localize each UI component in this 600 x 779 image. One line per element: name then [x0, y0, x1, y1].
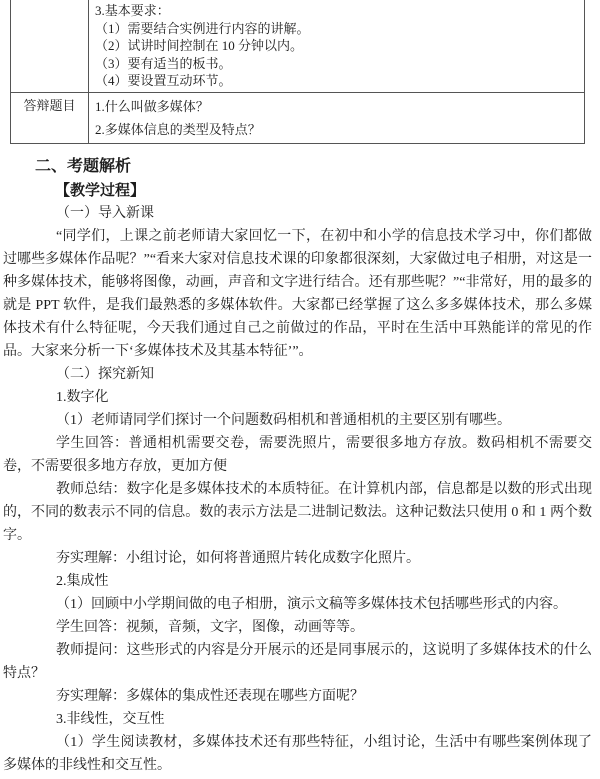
paragraph: 夯实理解：小组讨论，如何将普通照片转化成数字化照片。: [56, 550, 420, 566]
defense-question: 2.多媒体信息的类型及特点？: [95, 121, 261, 137]
defense-question: 1.什么叫做多媒体？: [95, 98, 209, 114]
paragraph: （1）学生阅读教材，多媒体技术还有那些特征，小组讨论，生活中有哪些案例体现了多媒体的非线性和交互性。: [3, 734, 592, 773]
paragraph: 教师总结：数字化是多媒体技术的本质特征。在计算机内部，信息都是以数的形式出现的，不同的数表示不同的信息。数的表示方法是二进制记数法。这种记数法只使用 0 和 1 两个数字。: [3, 481, 592, 543]
requirement-line: （3）要有适当的板书。: [95, 55, 232, 71]
question-info-table: [10, 0, 585, 144]
defense-row-label: 答辩题目: [11, 92, 89, 143]
requirement-line: （2）试讲时间控制在 10 分钟以内。: [95, 38, 304, 53]
paragraph: “同学们，上课之前老师请大家回忆一下，在初中和小学的信息技术学习中，你们都做过哪些多媒体作品呢？”“看来大家对信息技术课的印象都很深刻，大家做过电子相册，对这是一种多媒体技术，能够将图像，动画，声音和文字进行结合。还有那些呢？”“非常好，用的最多的就是 PPT 软件，是我们最熟悉的多媒体软件。大家都已经掌握了这么多多媒体技术，那么多媒体技术有什么特征呢，今天我们通过自己之前做过的作品，平时在生活中耳熟能详的常见的作品。大家来分析一下‘多媒体技术及其基本特征’”。: [3, 228, 592, 359]
paragraph: 2.集成性: [56, 573, 109, 589]
requirements-row-label-cell: [11, 0, 89, 92]
paragraph: 1.数字化: [56, 389, 109, 405]
teaching-process-subheading: 【教学过程】: [55, 181, 146, 199]
requirement-line: （1）需要结合实例进行内容的讲解。: [95, 20, 310, 36]
paragraph: 学生回答：视频，音频，文字，图像，动画等等。: [56, 619, 364, 635]
paragraph: 3.非线性，交互性: [56, 711, 165, 727]
exam-analysis-section: [0, 157, 600, 777]
requirement-line: （4）要设置互动环节。: [95, 73, 232, 88]
requirements-cell: [89, 0, 585, 92]
paragraph: 教师提问：这些形式的内容是分开展示的还是同事展示的，这说明了多媒体技术的什么特点？: [3, 642, 592, 681]
requirement-line: 3.基本要求：: [95, 3, 170, 18]
paragraph: （1）回顾中小学期间做的电子相册，演示文稿等多媒体技术包括哪些形式的内容。: [56, 596, 567, 612]
paragraph: 夯实理解：多媒体的集成性还表现在哪些方面呢？: [56, 688, 364, 704]
paragraph: （1）老师请同学们探讨一个问题数码相机和普通相机的主要区别有哪些。: [56, 412, 511, 428]
defense-questions-row: [11, 92, 585, 143]
section-heading: 二、考题解析: [35, 157, 132, 175]
basic-requirements-row: [11, 0, 585, 92]
paragraph: 学生回答：普通相机需要交卷，需要洗照片，需要很多地方存放。数码相机不需要交卷，不需要很多地方存放，更加方便: [3, 435, 592, 474]
paragraph: （二）探究新知: [56, 366, 154, 382]
defense-questions-cell: [89, 92, 585, 143]
paragraph: （一）导入新课: [56, 205, 154, 221]
